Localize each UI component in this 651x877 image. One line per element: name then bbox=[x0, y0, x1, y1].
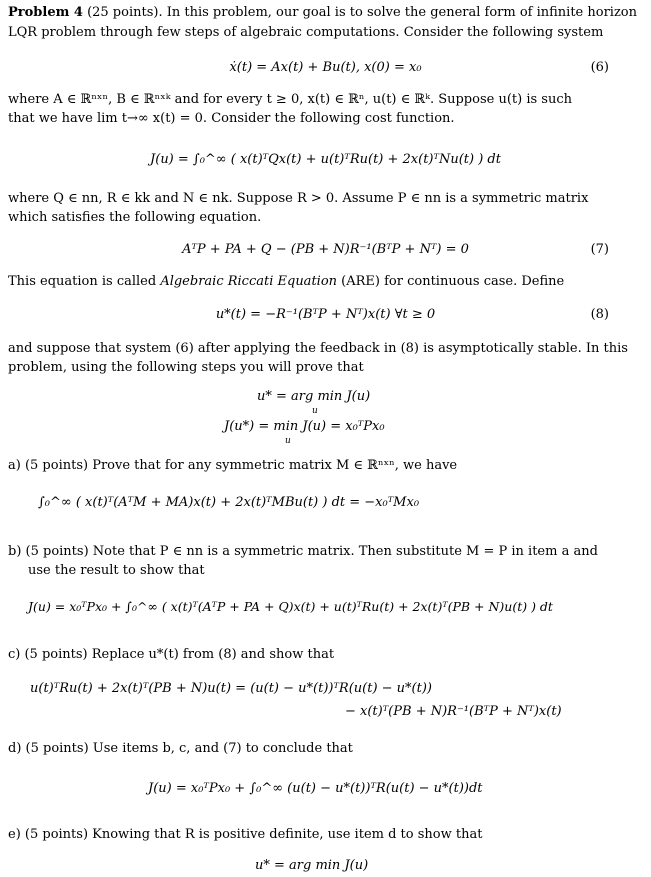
cost-function: J(u) = ∫₀^∞ ( x(t)ᵀQx(t) + u(t)ᵀRu(t) + 2x(t)ᵀNu(t) ) dt bbox=[150, 152, 501, 167]
equation-6: ẋ(t) = Ax(t) + Bu(t), x(0) = x₀ bbox=[229, 60, 422, 75]
are-before: This equation is called bbox=[8, 274, 161, 289]
where-q-line-2: which satisfies the following equation. bbox=[8, 210, 262, 225]
where-line-1: where A ∈ ℝⁿˣⁿ, B ∈ ℝⁿˣᵏ and for every t ≥ 0, x(t) ∈ ℝⁿ, u(t) ∈ ℝᵏ. Suppose u(t) is such bbox=[8, 92, 572, 107]
suppose-line-1: and suppose that system (6) after applying the feedback in (8) is asymptotically stable. In this bbox=[8, 341, 628, 356]
are-name: Algebraic Riccati Equation bbox=[160, 274, 338, 289]
are-line bbox=[8, 273, 640, 291]
problem-points: (25 points). bbox=[87, 5, 163, 20]
goal-min-cost: J(u*) = min J(u) = x₀ᵀPx₀ bbox=[224, 419, 385, 434]
equation-8-number: (8) bbox=[590, 307, 609, 322]
item-d-text: d) (5 points) Use items b, c, and (7) to conclude that bbox=[8, 741, 353, 756]
item-e-text: e) (5 points) Knowing that R is positive definite, use item d to show that bbox=[8, 827, 483, 842]
problem-intro-text-1: In this problem, our goal is to solve the general form of infinite horizon bbox=[166, 5, 638, 20]
goal-argmin: u* = arg min J(u) bbox=[257, 389, 371, 404]
item-c-equation-1: u(t)ᵀRu(t) + 2x(t)ᵀ(PB + N)u(t) = (u(t) − u*(t))ᵀR(u(t) − u*(t)) bbox=[30, 681, 432, 696]
problem-heading: Problem 4 bbox=[8, 5, 83, 20]
suppose-line-2: problem, using the following steps you will prove that bbox=[8, 360, 364, 375]
goal-min-cost-sub: u bbox=[285, 436, 291, 446]
where-q-line-1: where Q ∈ nn, R ∈ kk and N ∈ nk. Suppose R > 0. Assume P ∈ nn is a symmetric matrix bbox=[8, 191, 589, 206]
problem-intro-line-2: LQR problem through few steps of algebraic computations. Consider the following system bbox=[8, 25, 604, 40]
are-after: (ARE) for continuous case. Define bbox=[337, 274, 565, 289]
where-line-2: that we have lim t→∞ x(t) = 0. Consider the following cost function. bbox=[8, 111, 455, 126]
item-b-equation: J(u) = x₀ᵀPx₀ + ∫₀^∞ ( x(t)ᵀ(AᵀP + PA + Q)x(t) + u(t)ᵀRu(t) + 2x(t)ᵀ(PB + N)u(t) ) dt bbox=[28, 599, 553, 614]
item-c-equation-2: − x(t)ᵀ(PB + N)R⁻¹(BᵀP + Nᵀ)x(t) bbox=[345, 704, 562, 719]
item-a-equation: ∫₀^∞ ( x(t)ᵀ(AᵀM + MA)x(t) + 2x(t)ᵀMBu(t) ) dt = −x₀ᵀMx₀ bbox=[38, 495, 420, 510]
equation-8: u*(t) = −R⁻¹(BᵀP + Nᵀ)x(t) ∀t ≥ 0 bbox=[215, 307, 436, 322]
equation-6-number: (6) bbox=[590, 60, 609, 75]
item-d-equation: J(u) = x₀ᵀPx₀ + ∫₀^∞ (u(t) − u*(t))ᵀR(u(t) − u*(t))dt bbox=[148, 781, 483, 796]
goal-argmin-sub: u bbox=[312, 406, 318, 416]
problem-intro-line-1 bbox=[8, 4, 640, 22]
item-b-text-1: b) (5 points) Note that P ∈ nn is a symmetric matrix. Then substitute M = P in item a and bbox=[8, 544, 598, 559]
item-a-text: a) (5 points) Prove that for any symmetric matrix M ∈ ℝⁿˣⁿ, we have bbox=[8, 458, 458, 473]
equation-7: AᵀP + PA + Q − (PB + N)R⁻¹(BᵀP + Nᵀ) = 0 bbox=[182, 242, 469, 257]
equation-7-number: (7) bbox=[590, 242, 609, 257]
item-b-text-2: use the result to show that bbox=[28, 563, 205, 578]
item-c-text: c) (5 points) Replace u*(t) from (8) and show that bbox=[8, 647, 335, 662]
item-e-equation: u* = arg min J(u) bbox=[255, 858, 369, 873]
